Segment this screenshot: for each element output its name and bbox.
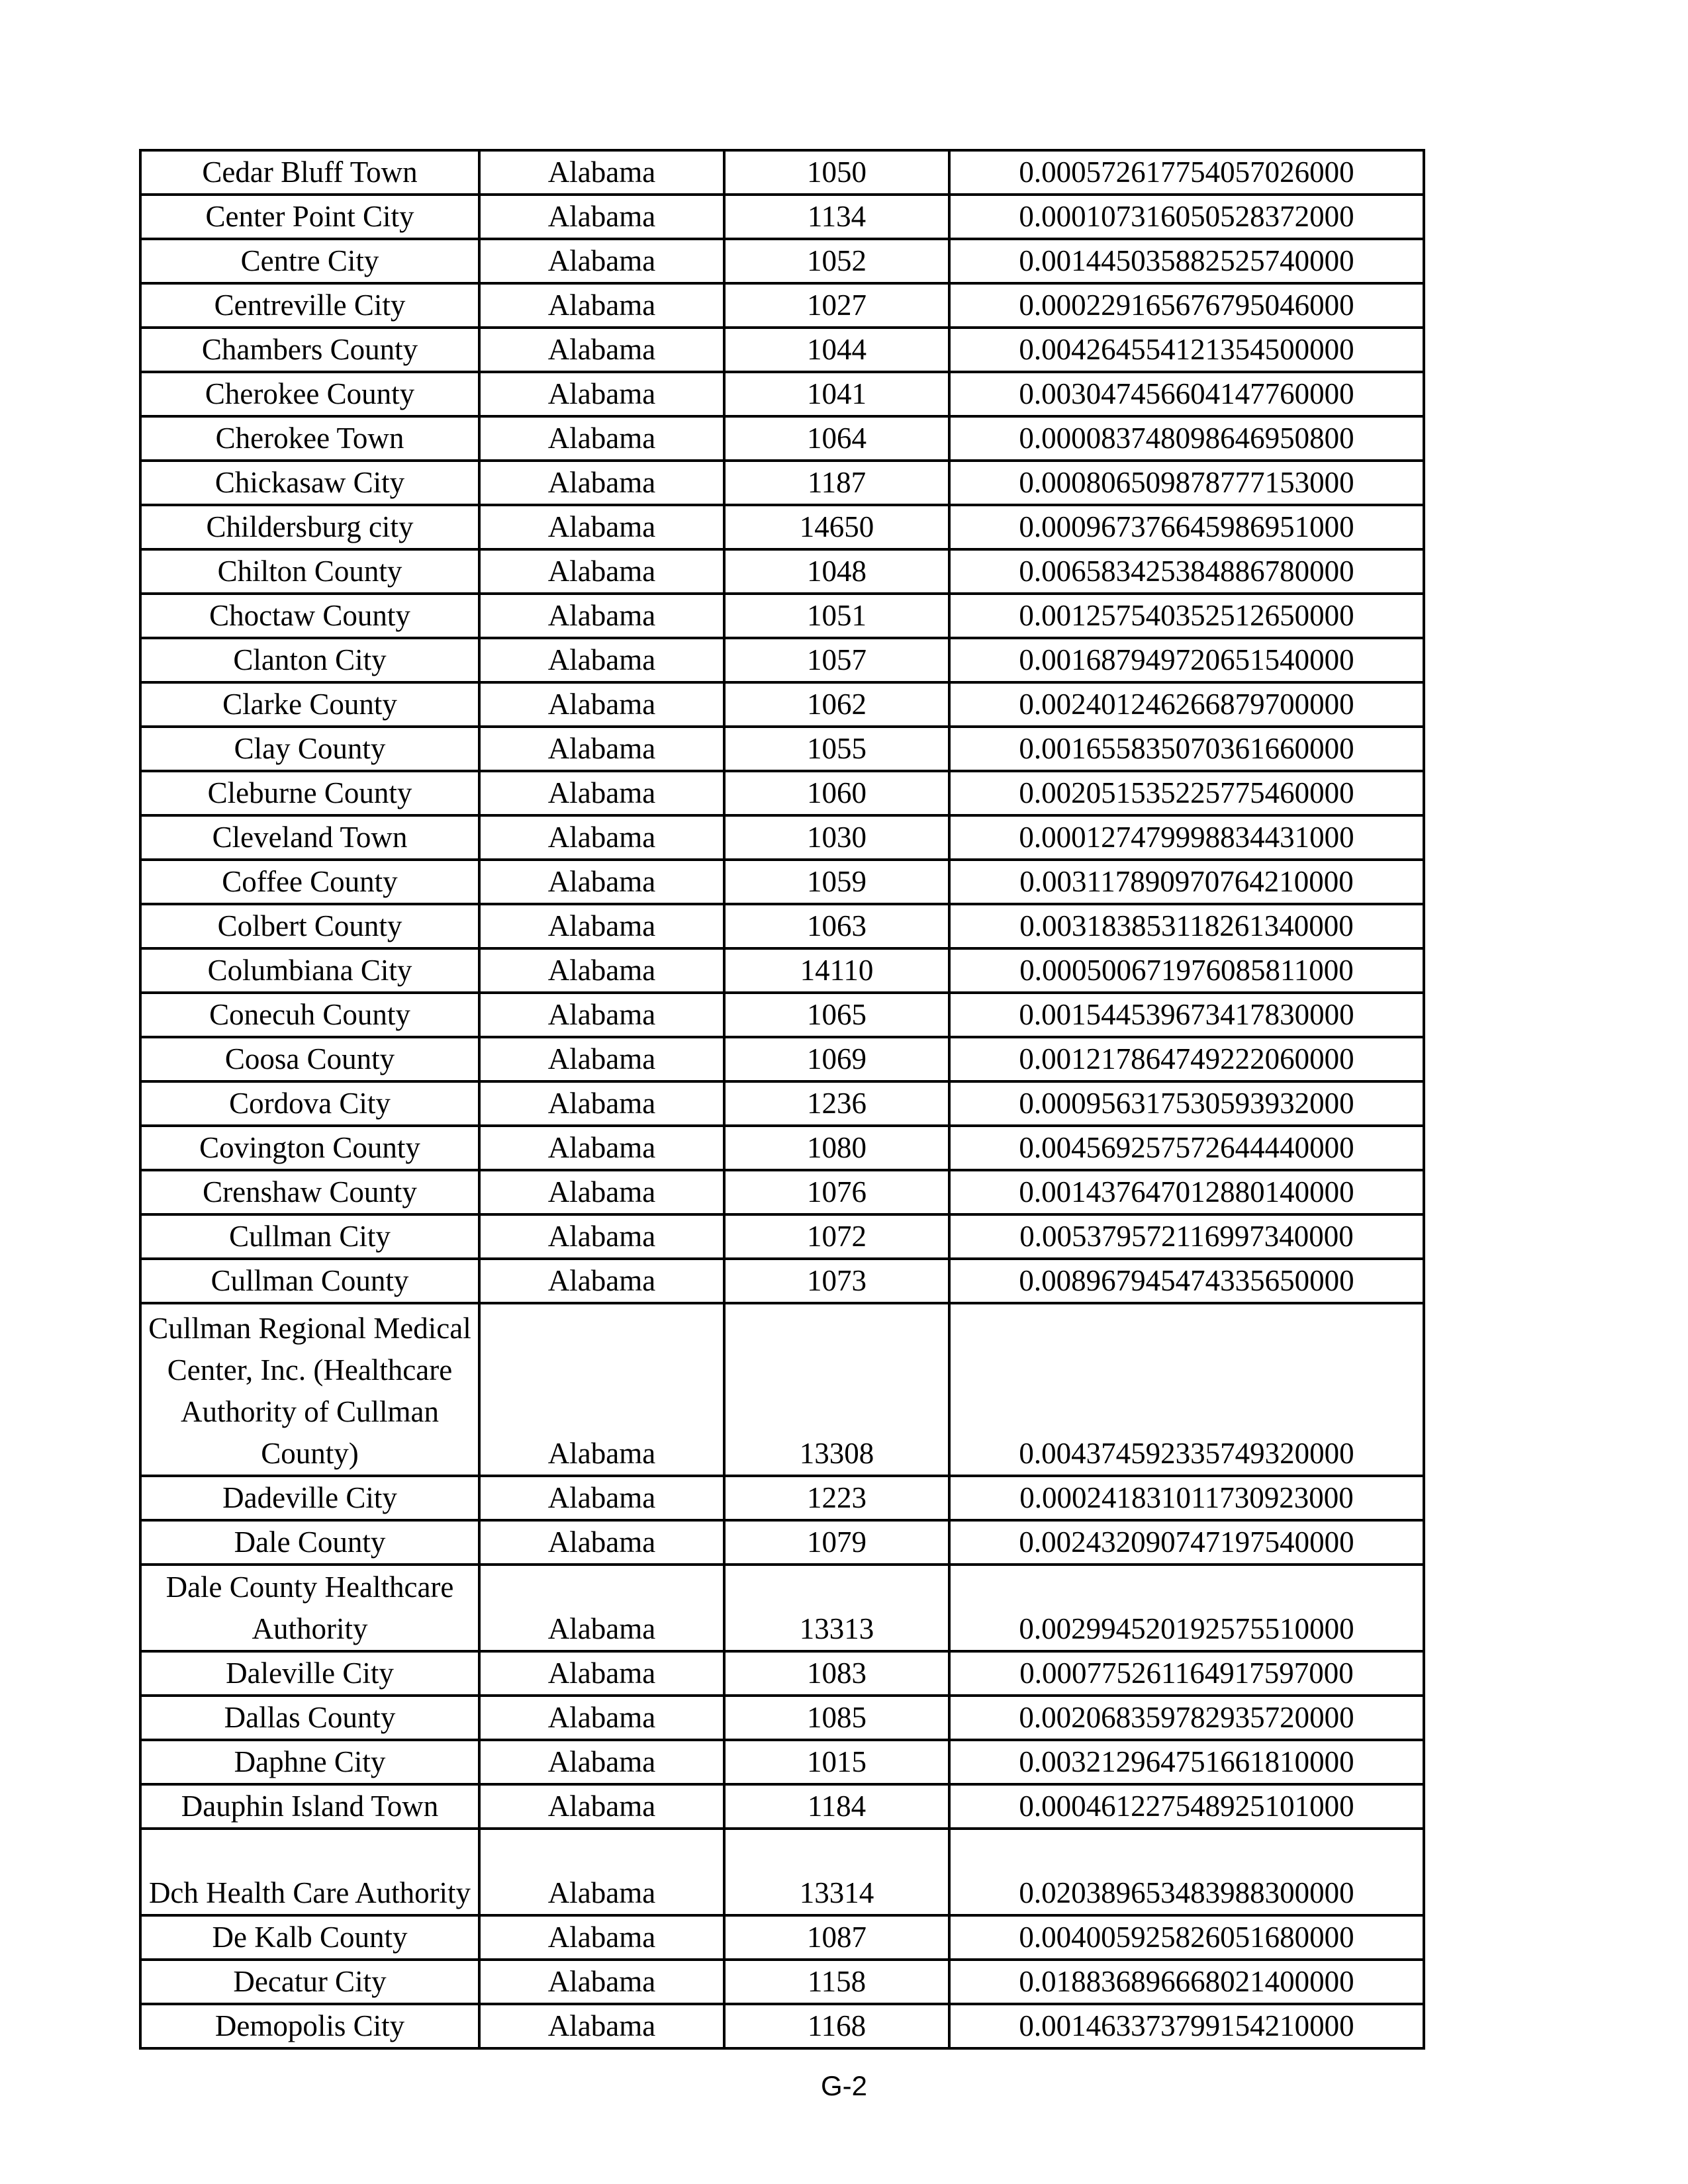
entity-name-cell: Demopolis City (140, 2004, 479, 2048)
entity-name-cell: Cleburne County (140, 771, 479, 815)
entity-name-cell: Dch Health Care Authority (140, 1829, 479, 1915)
entity-id-cell: 1064 (724, 416, 949, 461)
allocation-percentage-cell: 0.003047456604147760000 (949, 372, 1424, 416)
state-cell: Alabama (479, 1170, 724, 1214)
entity-name-cell: Clay County (140, 727, 479, 771)
state-cell: Alabama (479, 239, 724, 283)
entity-id-cell: 1072 (724, 1214, 949, 1259)
allocation-percentage-cell: 0.000107316050528372000 (949, 195, 1424, 239)
entity-name-cell: Coffee County (140, 860, 479, 904)
entity-name-cell: Clanton City (140, 638, 479, 682)
table-row (140, 239, 1424, 283)
entity-name-cell: Dauphin Island Town (140, 1784, 479, 1829)
entity-name-cell: Chickasaw City (140, 461, 479, 505)
entity-name-cell: De Kalb County (140, 1915, 479, 1960)
table-row (140, 549, 1424, 594)
state-cell: Alabama (479, 150, 724, 195)
state-cell: Alabama (479, 1214, 724, 1259)
entity-name-cell: Cordova City (140, 1081, 479, 1126)
table-row (140, 1740, 1424, 1784)
table-row (140, 1651, 1424, 1696)
table-row (140, 727, 1424, 771)
entity-id-cell: 1085 (724, 1696, 949, 1740)
state-cell: Alabama (479, 771, 724, 815)
entity-name-cell: Covington County (140, 1126, 479, 1170)
allocation-percentage-cell: 0.003117890970764210000 (949, 860, 1424, 904)
table-row (140, 815, 1424, 860)
entity-id-cell: 1069 (724, 1037, 949, 1081)
allocation-percentage-cell: 0.000083748098646950800 (949, 416, 1424, 461)
state-cell: Alabama (479, 505, 724, 549)
state-cell: Alabama (479, 1651, 724, 1696)
table-row (140, 1170, 1424, 1214)
state-cell: Alabama (479, 1081, 724, 1126)
table-row (140, 682, 1424, 727)
entity-name-cell: Conecuh County (140, 993, 479, 1037)
allocation-percentage-cell: 0.001655835070361660000 (949, 727, 1424, 771)
allocation-percentage-cell: 0.000127479998834431000 (949, 815, 1424, 860)
entity-id-cell: 1055 (724, 727, 949, 771)
allocation-percentage-cell: 0.000806509878777153000 (949, 461, 1424, 505)
entity-name-cell: Centre City (140, 239, 479, 283)
allocation-percentage-cell: 0.002994520192575510000 (949, 1565, 1424, 1651)
allocation-percentage-cell: 0.000572617754057026000 (949, 150, 1424, 195)
entity-id-cell: 14650 (724, 505, 949, 549)
allocation-percentage-cell: 0.020389653483988300000 (949, 1829, 1424, 1915)
entity-name-cell: Cullman Regional Medical Center, Inc. (Healthcare Authority of Cullman County) (140, 1303, 479, 1476)
entity-id-cell: 1052 (724, 239, 949, 283)
state-cell: Alabama (479, 1696, 724, 1740)
entity-id-cell: 1059 (724, 860, 949, 904)
allocation-percentage-cell: 0.003212964751661810000 (949, 1740, 1424, 1784)
entity-id-cell: 14110 (724, 948, 949, 993)
entity-id-cell: 1030 (724, 815, 949, 860)
table-row (140, 993, 1424, 1037)
allocation-percentage-cell: 0.004569257572644440000 (949, 1126, 1424, 1170)
entity-id-cell: 1015 (724, 1740, 949, 1784)
table-row (140, 416, 1424, 461)
table-row (140, 771, 1424, 815)
allocation-percentage-cell: 0.001544539673417830000 (949, 993, 1424, 1037)
table-row (140, 1960, 1424, 2004)
state-cell: Alabama (479, 904, 724, 948)
entity-id-cell: 1079 (724, 1520, 949, 1565)
allocation-percentage-cell: 0.004264554121354500000 (949, 328, 1424, 372)
entity-name-cell: Center Point City (140, 195, 479, 239)
entity-id-cell: 1223 (724, 1476, 949, 1520)
table-row (140, 1037, 1424, 1081)
state-cell: Alabama (479, 2004, 724, 2048)
entity-name-cell: Cedar Bluff Town (140, 150, 479, 195)
entity-id-cell: 1062 (724, 682, 949, 727)
entity-id-cell: 1076 (724, 1170, 949, 1214)
state-cell: Alabama (479, 638, 724, 682)
allocation-percentage-cell: 0.000241831011730923000 (949, 1476, 1424, 1520)
state-cell: Alabama (479, 1740, 724, 1784)
allocation-percentage-cell: 0.005379572116997340000 (949, 1214, 1424, 1259)
entity-id-cell: 1063 (724, 904, 949, 948)
allocation-percentage-cell: 0.006583425384886780000 (949, 549, 1424, 594)
entity-name-cell: Cherokee Town (140, 416, 479, 461)
allocation-percentage-cell: 0.018836896668021400000 (949, 1960, 1424, 2004)
entity-name-cell: Coosa County (140, 1037, 479, 1081)
table-row (140, 1126, 1424, 1170)
table-row (140, 372, 1424, 416)
table-row (140, 1696, 1424, 1740)
entity-name-cell: Dale County (140, 1520, 479, 1565)
state-cell: Alabama (479, 815, 724, 860)
state-cell: Alabama (479, 594, 724, 638)
table-row (140, 461, 1424, 505)
table-row (140, 328, 1424, 372)
entity-id-cell: 13313 (724, 1565, 949, 1651)
allocation-percentage-cell: 0.001463373799154210000 (949, 2004, 1424, 2048)
table-row (140, 283, 1424, 328)
table-row (140, 860, 1424, 904)
state-cell: Alabama (479, 195, 724, 239)
entity-name-cell: Cullman City (140, 1214, 479, 1259)
entity-id-cell: 13308 (724, 1303, 949, 1476)
table-row (140, 1829, 1424, 1915)
table-row (140, 505, 1424, 549)
state-cell: Alabama (479, 1829, 724, 1915)
table-row (140, 1565, 1424, 1651)
table-row (140, 150, 1424, 195)
allocation-percentage-cell: 0.002051535225775460000 (949, 771, 1424, 815)
entity-name-cell: Colbert County (140, 904, 479, 948)
state-cell: Alabama (479, 1126, 724, 1170)
entity-id-cell: 1134 (724, 195, 949, 239)
allocation-percentage-cell: 0.001687949720651540000 (949, 638, 1424, 682)
entity-name-cell: Daphne City (140, 1740, 479, 1784)
entity-id-cell: 1083 (724, 1651, 949, 1696)
entity-id-cell: 1080 (724, 1126, 949, 1170)
entity-name-cell: Clarke County (140, 682, 479, 727)
entity-name-cell: Choctaw County (140, 594, 479, 638)
state-cell: Alabama (479, 1960, 724, 2004)
entity-id-cell: 1041 (724, 372, 949, 416)
entity-id-cell: 1073 (724, 1259, 949, 1303)
entity-name-cell: Cullman County (140, 1259, 479, 1303)
entity-id-cell: 1184 (724, 1784, 949, 1829)
allocation-table (139, 149, 1425, 2050)
entity-id-cell: 1057 (724, 638, 949, 682)
allocation-percentage-cell: 0.001217864749222060000 (949, 1037, 1424, 1081)
entity-id-cell: 1027 (724, 283, 949, 328)
table-row (140, 195, 1424, 239)
entity-id-cell: 1065 (724, 993, 949, 1037)
entity-id-cell: 1044 (724, 328, 949, 372)
allocation-percentage-cell: 0.000967376645986951000 (949, 505, 1424, 549)
allocation-percentage-cell: 0.008967945474335650000 (949, 1259, 1424, 1303)
entity-id-cell: 1168 (724, 2004, 949, 2048)
table-row (140, 1214, 1424, 1259)
allocation-percentage-cell: 0.000229165676795046000 (949, 283, 1424, 328)
entity-name-cell: Cleveland Town (140, 815, 479, 860)
table-row (140, 1259, 1424, 1303)
allocation-percentage-cell: 0.000461227548925101000 (949, 1784, 1424, 1829)
state-cell: Alabama (479, 993, 724, 1037)
entity-id-cell: 1236 (724, 1081, 949, 1126)
table-row (140, 1915, 1424, 1960)
table-row (140, 904, 1424, 948)
table-row (140, 594, 1424, 638)
state-cell: Alabama (479, 1784, 724, 1829)
state-cell: Alabama (479, 372, 724, 416)
allocation-percentage-cell: 0.004374592335749320000 (949, 1303, 1424, 1476)
allocation-percentage-cell: 0.000500671976085811000 (949, 948, 1424, 993)
allocation-percentage-cell: 0.001257540352512650000 (949, 594, 1424, 638)
entity-name-cell: Chilton County (140, 549, 479, 594)
allocation-percentage-cell: 0.001445035882525740000 (949, 239, 1424, 283)
table-row (140, 2004, 1424, 2048)
table-row (140, 948, 1424, 993)
allocation-percentage-cell: 0.002068359782935720000 (949, 1696, 1424, 1740)
state-cell: Alabama (479, 682, 724, 727)
state-cell: Alabama (479, 549, 724, 594)
entity-id-cell: 1087 (724, 1915, 949, 1960)
state-cell: Alabama (479, 727, 724, 771)
entity-name-cell: Columbiana City (140, 948, 479, 993)
entity-id-cell: 1051 (724, 594, 949, 638)
entity-name-cell: Dale County Healthcare Authority (140, 1565, 479, 1651)
allocation-percentage-cell: 0.002401246266879700000 (949, 682, 1424, 727)
entity-id-cell: 1187 (724, 461, 949, 505)
entity-name-cell: Childersburg city (140, 505, 479, 549)
state-cell: Alabama (479, 461, 724, 505)
table-row (140, 1520, 1424, 1565)
state-cell: Alabama (479, 860, 724, 904)
state-cell: Alabama (479, 416, 724, 461)
state-cell: Alabama (479, 1037, 724, 1081)
state-cell: Alabama (479, 1259, 724, 1303)
entity-id-cell: 1060 (724, 771, 949, 815)
entity-name-cell: Centreville City (140, 283, 479, 328)
entity-name-cell: Dadeville City (140, 1476, 479, 1520)
state-cell: Alabama (479, 283, 724, 328)
allocation-percentage-cell: 0.001437647012880140000 (949, 1170, 1424, 1214)
entity-name-cell: Decatur City (140, 1960, 479, 2004)
allocation-percentage-cell: 0.002432090747197540000 (949, 1520, 1424, 1565)
allocation-percentage-cell: 0.000775261164917597000 (949, 1651, 1424, 1696)
state-cell: Alabama (479, 948, 724, 993)
entity-name-cell: Daleville City (140, 1651, 479, 1696)
table-row (140, 1476, 1424, 1520)
allocation-percentage-cell: 0.000956317530593932000 (949, 1081, 1424, 1126)
entity-name-cell: Dallas County (140, 1696, 479, 1740)
state-cell: Alabama (479, 1520, 724, 1565)
state-cell: Alabama (479, 1565, 724, 1651)
table-row (140, 1784, 1424, 1829)
state-cell: Alabama (479, 1303, 724, 1476)
entity-id-cell: 1158 (724, 1960, 949, 2004)
state-cell: Alabama (479, 1915, 724, 1960)
entity-id-cell: 13314 (724, 1829, 949, 1915)
page-number: G-2 (820, 2070, 867, 2101)
entity-id-cell: 1050 (724, 150, 949, 195)
table-body (140, 150, 1424, 2048)
table-row (140, 1081, 1424, 1126)
allocation-percentage-cell: 0.003183853118261340000 (949, 904, 1424, 948)
state-cell: Alabama (479, 328, 724, 372)
table-row (140, 1303, 1424, 1476)
state-cell: Alabama (479, 1476, 724, 1520)
entity-name-cell: Chambers County (140, 328, 479, 372)
entity-name-cell: Cherokee County (140, 372, 479, 416)
table-row (140, 638, 1424, 682)
entity-id-cell: 1048 (724, 549, 949, 594)
entity-name-cell: Crenshaw County (140, 1170, 479, 1214)
allocation-percentage-cell: 0.004005925826051680000 (949, 1915, 1424, 1960)
